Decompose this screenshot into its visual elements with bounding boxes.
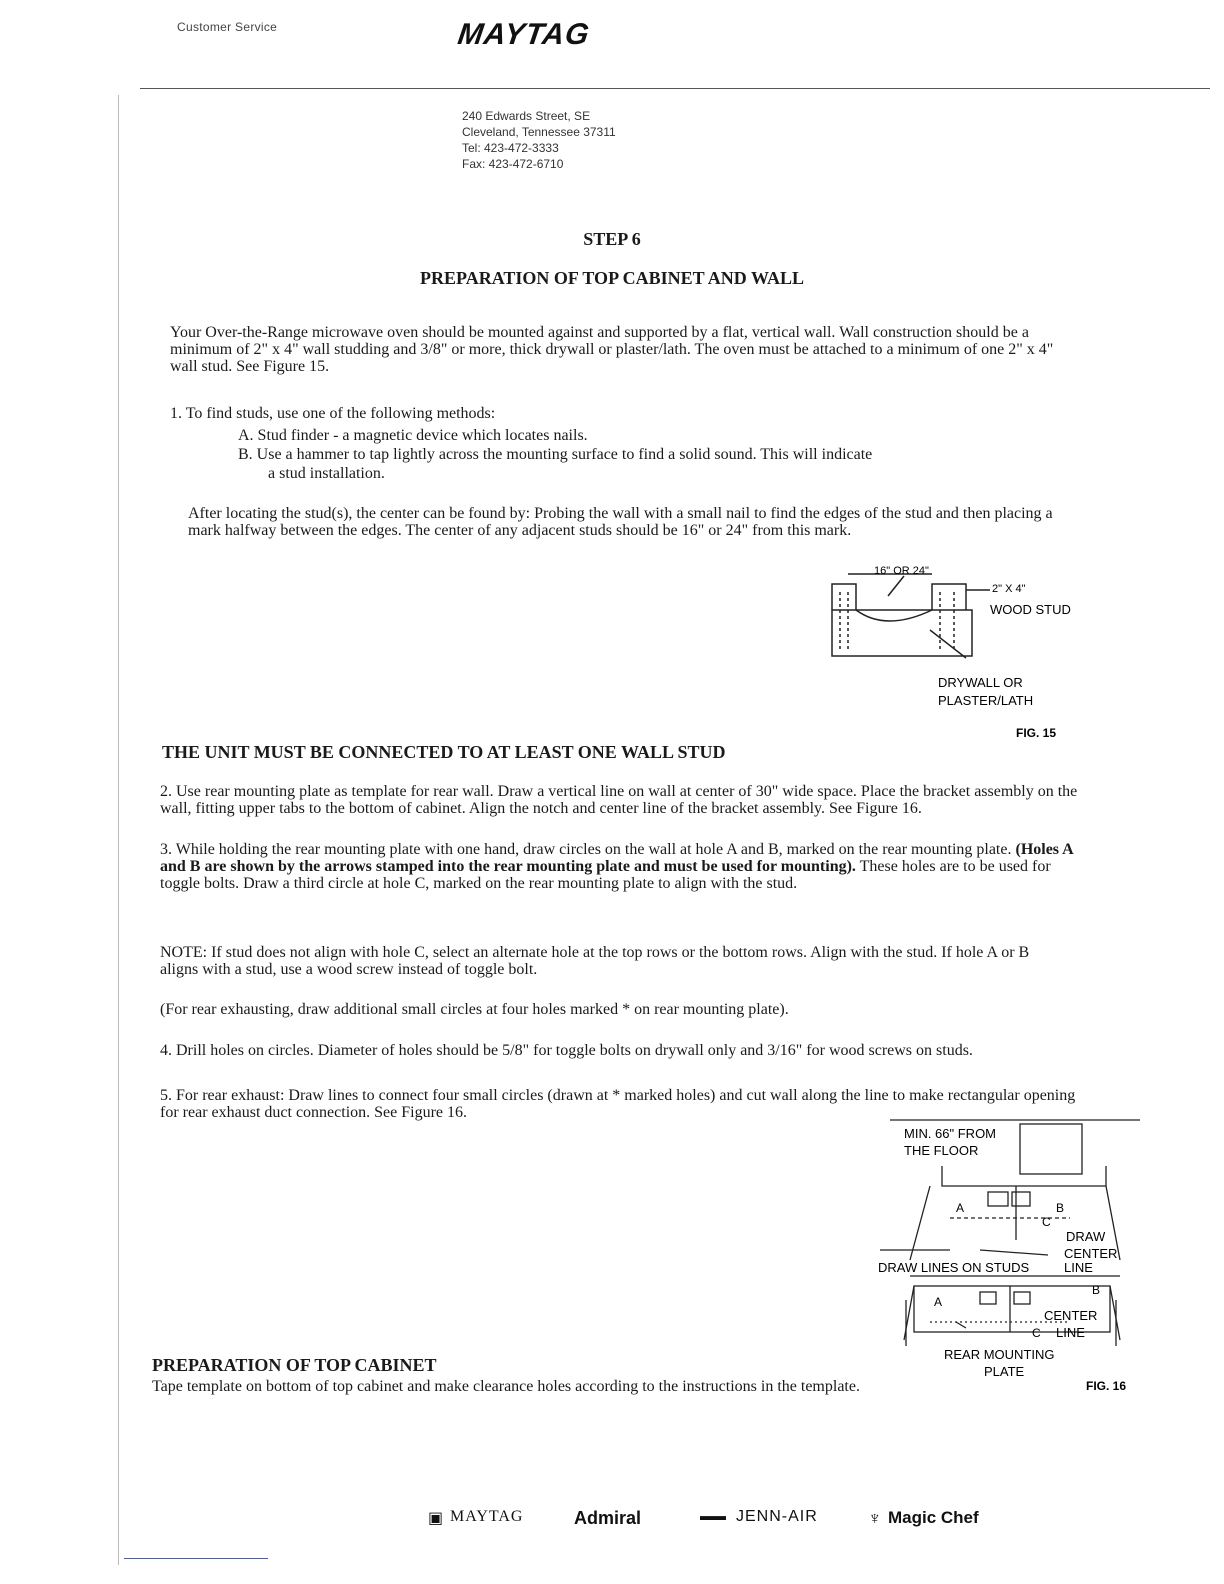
- address-line: Tel: 423-472-3333: [462, 141, 559, 155]
- wall-stud-diagram: [826, 562, 1096, 742]
- step-1b-cont: a stud installation.: [268, 465, 385, 482]
- fig16-studs: DRAW LINES ON STUDS: [878, 1260, 1030, 1275]
- note-paragraph: NOTE: If stud does not align with hole C, select an alternate hole at the top rows or the bottom rows. Align with the stud. If hole A or B aligns with a stud, use a wood screw instead of toggle bolt.: [160, 944, 1030, 978]
- fig15-label: FIG. 15: [1016, 726, 1057, 740]
- brand-magic-chef: Magic Chef: [888, 1508, 979, 1527]
- fig16-label: FIG. 16: [1086, 1379, 1127, 1393]
- step-4: 4. Drill holes on circles. Diameter of holes should be 5/8" for toggle bolts on drywall only and 3/16" for wood screws on studs.: [160, 1042, 973, 1059]
- fig16-plate-hole-a: A: [934, 1295, 943, 1309]
- step-3-bold: (Holes A and B are shown by the arrows stamped into the rear mounting plate and must be used for mounting).: [160, 841, 1073, 875]
- step-3: [160, 841, 1078, 892]
- fig16-plate-hole-c: C: [1032, 1326, 1041, 1340]
- step-1b: B. Use a hammer to tap lightly across the mounting surface to find a solid sound. This will indicate: [238, 446, 873, 463]
- brand-footer: [428, 1508, 1028, 1542]
- step-heading: STEP 6: [583, 229, 641, 249]
- step-2: 2. Use rear mounting plate as template for rear wall. Draw a vertical line on wall at center of 30" wide space. Place the bracket assembly on the wall, fitting upper tabs to the bottom of cabinet. Align the notch and center line of the bracket assembly. See Figure 16.: [160, 783, 1078, 817]
- fig16-center-line-2: LINE: [1056, 1325, 1085, 1340]
- rear-exhaust-note: (For rear exhausting, draw additional small circles at four holes marked * on rear mounting plate).: [160, 1001, 789, 1018]
- step-3-intro: 3. While holding the rear mounting plate with one hand, draw circles on the wall at hole A and B, marked on the rear mounting plate.: [160, 841, 1016, 858]
- mounting-plate-diagram: [870, 1110, 1150, 1400]
- customer-service-label: Customer Service: [177, 20, 278, 34]
- section-title: PREPARATION OF TOP CABINET AND WALL: [420, 268, 804, 288]
- address-block: [462, 108, 616, 172]
- figure-16: [870, 1110, 1150, 1400]
- fig16-line: LINE: [1064, 1260, 1093, 1275]
- stud-warning: THE UNIT MUST BE CONNECTED TO AT LEAST ONE WALL STUD: [162, 742, 726, 762]
- fig16-min-height: MIN. 66" FROM: [904, 1126, 997, 1141]
- fig15-stud-size: 2" X 4": [992, 583, 1026, 595]
- brand-jennair: JENN-AIR: [736, 1508, 818, 1525]
- address-line: Fax: 423-472-6710: [462, 157, 564, 171]
- fig15-drywall: DRYWALL OR: [938, 675, 1023, 690]
- fig15-wood-stud: WOOD STUD: [990, 602, 1071, 617]
- header-divider: [140, 88, 1210, 89]
- address-line: Cleveland, Tennessee 37311: [462, 125, 616, 139]
- brand-chef-hat-icon: ♆: [868, 1508, 882, 1528]
- step-5: 5. For rear exhaust: Draw lines to connect four small circles (drawn at * marked holes) and cut wall along the line to make rectangular opening for rear exhaust duct connection. See Figure 16.: [160, 1087, 1076, 1121]
- top-cabinet-text: Tape template on bottom of top cabinet and make clearance holes according to the instructions in the template.: [152, 1378, 860, 1395]
- fig16-plate: PLATE: [984, 1364, 1025, 1379]
- address-line: 240 Edwards Street, SE: [462, 109, 591, 123]
- brand-admiral: Admiral: [574, 1508, 642, 1528]
- brand-maytag: MAYTAG: [450, 1508, 524, 1525]
- brand-jennair-icon: ▬▬: [700, 1508, 726, 1523]
- step-1: 1. To find studs, use one of the following methods:: [170, 405, 496, 422]
- fig16-hole-b: B: [1056, 1201, 1065, 1215]
- fig16-floor: THE FLOOR: [904, 1143, 979, 1158]
- locating-paragraph: After locating the stud(s), the center can be found by: Probing the wall with a small nail to find the edges of the stud and then placing a mark halfway between the edges. The center of any adjacent studs should be 16" or 24" from this mark.: [188, 505, 1053, 539]
- step-3-rest: These holes are to be used for toggle bolts. Draw a third circle at hole C, marked on the rear mounting plate to align with the stud.: [160, 858, 1051, 892]
- fig16-hole-a: A: [956, 1201, 965, 1215]
- brand-maytag-icon: ▣: [428, 1510, 444, 1527]
- fig16-draw: DRAW: [1066, 1229, 1106, 1244]
- footer-rule: [124, 1558, 268, 1559]
- fig16-hole-c: C: [1042, 1215, 1051, 1229]
- figure-15: [826, 562, 1096, 742]
- maytag-logo: MAYTAG: [455, 18, 592, 51]
- step-1a: A. Stud finder - a magnetic device which locates nails.: [238, 427, 588, 444]
- fig16-plate-hole-b: B: [1092, 1283, 1101, 1297]
- scan-margin-line: [118, 95, 119, 1565]
- fig16-center: CENTER: [1064, 1246, 1118, 1261]
- fig15-spacing: 16" OR 24": [874, 565, 929, 577]
- fig16-rear-plate: REAR MOUNTING: [944, 1347, 1055, 1362]
- top-cabinet-heading: PREPARATION OF TOP CABINET: [152, 1355, 437, 1375]
- intro-paragraph: Your Over-the-Range microwave oven should be mounted against and supported by a flat, vertical wall. Wall construction should be a minimum of 2" x 4" wall studding and 3/8" or more, thick drywall or plaster/lath. The oven must be attached to a minimum of one 2" x 4" wall stud. See Figure 15.: [170, 324, 1054, 375]
- fig15-plaster: PLASTER/LATH: [938, 693, 1034, 708]
- fig16-center-line-1: CENTER: [1044, 1308, 1098, 1323]
